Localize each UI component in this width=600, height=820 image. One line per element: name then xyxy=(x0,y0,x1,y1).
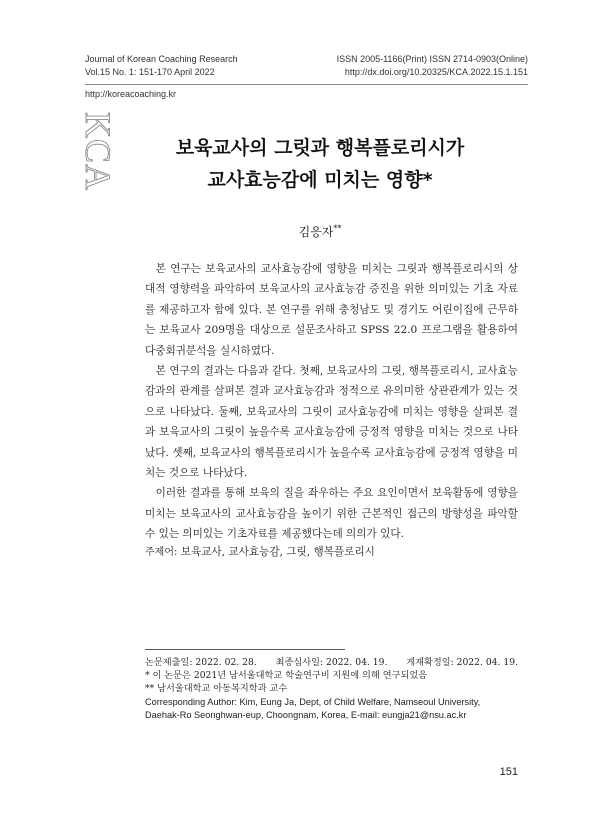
header-divider xyxy=(85,84,528,85)
abstract-paragraph-3: 이러한 결과를 통해 보육의 질을 좌우하는 주요 요인이면서 보육활동에 영향을 미치는 보육교사의 교사효능감을 높이기 위한 근본적인 접근의 방향성을 파악할 수 있는 의미있는 기초자료를 제공했다는데 의의가 있다. xyxy=(145,487,518,541)
submission-dates xyxy=(145,656,518,669)
kca-logo-text: KCA xyxy=(78,112,118,192)
reviewed-date: 최종심사일: 2022. 04. 19. xyxy=(275,657,388,668)
footnote-divider xyxy=(145,649,345,650)
corresponding-author-line-2: Daehak-Ro Seonghwan-eup, Choongnam, Korea, E-mail: eungja21@nsu.ac.kr xyxy=(145,709,467,720)
site-link[interactable]: http://koreacoaching.kr xyxy=(85,89,177,99)
accepted-date: 게재확정일: 2022. 04. 19. xyxy=(406,657,518,668)
keywords xyxy=(145,543,518,559)
author xyxy=(120,223,520,240)
affiliation-note: ** 남서울대학교 아동복지학과 교수 xyxy=(145,683,288,695)
corresponding-author-line-1: Corresponding Author: Kim, Eung Ja, Dept, of Child Welfare, Namseoul University, xyxy=(145,696,481,707)
submitted-date: 논문제출일: 2022. 02. 28. xyxy=(145,657,257,668)
abstract-paragraph-1: 본 연구는 보육교사의 교사효능감에 영향을 미치는 그릿과 행복플로리시의 상대적 영향력을 파악하여 보육교사의 교사효능감 증진을 위한 의미있는 기초 자료를 제공하고자 함에 있다. 본 연구를 위해 충청남도 및 경기도 어린이집에 근무하는 보육교사 209명을 대상으로 설문조사하고 SPSS 22.0 프로그램을 활용하여 다중회귀분석을 실시하였다. xyxy=(145,263,518,357)
funding-note: * 이 논문은 2021년 남서울대학교 학술연구비 지원에 의해 연구되었음 xyxy=(145,670,428,682)
footnotes xyxy=(145,656,518,722)
keywords-label: 주제어: xyxy=(145,547,178,558)
abstract-paragraph-2: 본 연구의 결과는 다음과 같다. 첫째, 보육교사의 그릿, 행복플로리시, 교사효능감과의 관계를 살펴본 결과 교사효능감과 정적으로 유의미한 상관관계가 있는 것으로 나타났다. 둘째, 보육교사의 그릿이 교사효능감에 미치는 영향을 살펴본 결과 보육교사의 그릿이 높을수록 교사효능감에 긍정적 영향을 미치는 것으로 나타났다. 셋째, 보육교사의 행복플로리시가 높을수록 교사효능감에 긍정적 영향을 미치는 것으로 나타났다. xyxy=(145,365,518,480)
abstract xyxy=(145,259,518,545)
page-number: 151 xyxy=(499,766,518,778)
title-line-1: 보육교사의 그릿과 행복플로리시가 xyxy=(175,137,465,159)
journal-name: Journal of Korean Coaching Research xyxy=(85,54,238,64)
issn: ISSN 2005-1166(Print) ISSN 2714-0903(Online) xyxy=(336,54,528,64)
author-name: 김응자 xyxy=(298,225,334,239)
author-mark: ** xyxy=(333,224,342,233)
paper-title xyxy=(120,132,520,196)
running-header xyxy=(85,53,528,79)
volume-info: Vol.15 No. 1: 151-170 April 2022 xyxy=(85,67,215,77)
doi-link[interactable]: http://dx.doi.org/10.20325/KCA.2022.15.1.151 xyxy=(344,67,528,77)
title-line-2: 교사효능감에 미치는 영향* xyxy=(207,169,433,191)
keywords-text: 보육교사, 교사효능감, 그릿, 행복플로리시 xyxy=(180,546,375,558)
